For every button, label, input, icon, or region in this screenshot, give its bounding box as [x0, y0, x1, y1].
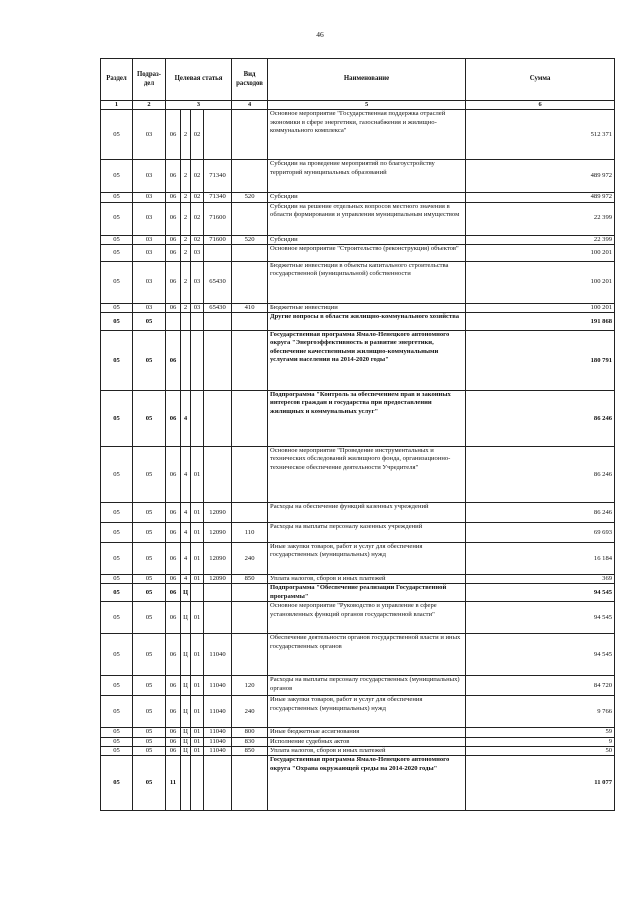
table-row	[101, 391, 615, 447]
table-row	[101, 676, 615, 696]
expense-type-cell: 110	[232, 523, 268, 543]
col-header-podrazdel: Подраз-дел	[133, 59, 166, 101]
target-direction-cell	[204, 584, 232, 602]
razdel-cell: 05	[101, 331, 133, 391]
expense-type-cell: 240	[232, 696, 268, 728]
target-event-cell: 02	[191, 235, 204, 244]
name-cell: Иные бюджетные ассигнования	[268, 728, 466, 737]
target-event-cell: 01	[191, 543, 204, 575]
razdel-cell: 05	[101, 737, 133, 746]
podrazdel-cell: 03	[133, 160, 166, 193]
target-event-cell: 02	[191, 193, 204, 202]
budget-table	[100, 58, 615, 811]
target-event-cell	[191, 313, 204, 331]
name-cell: Исполнение судебных актов	[268, 737, 466, 746]
podrazdel-cell: 05	[133, 747, 166, 756]
table-row	[101, 584, 615, 602]
target-subprogram-cell: Ц	[181, 634, 191, 676]
target-event-cell: 02	[191, 110, 204, 160]
podrazdel-cell: 05	[133, 696, 166, 728]
target-event-cell: 01	[191, 696, 204, 728]
target-direction-cell	[204, 447, 232, 503]
podrazdel-cell: 05	[133, 634, 166, 676]
name-cell: Другие вопросы в области жилищно-коммунального хозяйства	[268, 313, 466, 331]
target-subprogram-cell: 4	[181, 503, 191, 523]
target-subprogram-cell: Ц	[181, 584, 191, 602]
podrazdel-cell: 03	[133, 303, 166, 312]
expense-type-cell: 240	[232, 543, 268, 575]
sum-cell: 94 545	[466, 602, 615, 634]
table-row	[101, 696, 615, 728]
target-program-cell: 06	[166, 160, 181, 193]
sum-cell: 84 720	[466, 676, 615, 696]
name-cell: Бюджетные инвестиции в объекты капитального строительства государственной (муниципальной) собственности	[268, 261, 466, 303]
podrazdel-cell: 05	[133, 447, 166, 503]
razdel-cell: 05	[101, 634, 133, 676]
target-direction-cell: 11040	[204, 634, 232, 676]
target-subprogram-cell: 2	[181, 202, 191, 235]
target-subprogram-cell: Ц	[181, 747, 191, 756]
expense-type-cell	[232, 584, 268, 602]
name-cell: Основное мероприятие "Государственная поддержка отраслей экономики в сфере энергетики, газоснабжения и жилищно-коммунального комплекса"	[268, 110, 466, 160]
target-direction-cell	[204, 331, 232, 391]
razdel-cell: 05	[101, 756, 133, 811]
target-event-cell	[191, 584, 204, 602]
sum-cell: 16 184	[466, 543, 615, 575]
col-number: 2	[133, 101, 166, 110]
target-program-cell: 06	[166, 575, 181, 584]
podrazdel-cell: 05	[133, 523, 166, 543]
target-event-cell: 01	[191, 728, 204, 737]
target-subprogram-cell: 4	[181, 543, 191, 575]
table-row	[101, 110, 615, 160]
target-event-cell: 01	[191, 737, 204, 746]
col-number: 1	[101, 101, 133, 110]
target-direction-cell	[204, 110, 232, 160]
target-program-cell: 06	[166, 523, 181, 543]
razdel-cell: 05	[101, 313, 133, 331]
target-event-cell: 01	[191, 676, 204, 696]
target-direction-cell: 71340	[204, 193, 232, 202]
name-cell: Расходы на выплаты персоналу государственных (муниципальных) органов	[268, 676, 466, 696]
razdel-cell: 05	[101, 235, 133, 244]
target-subprogram-cell: 2	[181, 193, 191, 202]
target-program-cell	[166, 313, 181, 331]
target-subprogram-cell: 4	[181, 391, 191, 447]
sum-cell: 86 246	[466, 391, 615, 447]
podrazdel-cell: 03	[133, 202, 166, 235]
podrazdel-cell: 05	[133, 543, 166, 575]
target-event-cell: 02	[191, 202, 204, 235]
razdel-cell: 05	[101, 696, 133, 728]
table-row	[101, 193, 615, 202]
table-row	[101, 313, 615, 331]
name-cell: Основное мероприятие "Проведение инструментальных и технических обследований жилищного фонда, организационно-техническое обеспечение деятельности Учредителя"	[268, 447, 466, 503]
target-program-cell: 06	[166, 503, 181, 523]
sum-cell: 512 371	[466, 110, 615, 160]
name-cell: Субсидии	[268, 193, 466, 202]
target-direction-cell: 11040	[204, 676, 232, 696]
target-program-cell: 06	[166, 261, 181, 303]
sum-cell: 100 201	[466, 303, 615, 312]
expense-type-cell	[232, 331, 268, 391]
expense-type-cell	[232, 244, 268, 261]
podrazdel-cell: 03	[133, 235, 166, 244]
expense-type-cell: 520	[232, 193, 268, 202]
expense-type-cell	[232, 202, 268, 235]
razdel-cell: 05	[101, 261, 133, 303]
razdel-cell: 05	[101, 543, 133, 575]
target-direction-cell	[204, 244, 232, 261]
target-subprogram-cell: Ц	[181, 737, 191, 746]
target-subprogram-cell: 2	[181, 244, 191, 261]
razdel-cell: 05	[101, 193, 133, 202]
target-direction-cell: 12090	[204, 523, 232, 543]
expense-type-cell: 520	[232, 235, 268, 244]
sum-cell: 94 545	[466, 584, 615, 602]
name-cell: Подпрограмма "Обеспечение реализации Государственной программы"	[268, 584, 466, 602]
expense-type-cell: 850	[232, 575, 268, 584]
razdel-cell: 05	[101, 391, 133, 447]
table-row	[101, 523, 615, 543]
expense-type-cell	[232, 756, 268, 811]
target-direction-cell: 71340	[204, 160, 232, 193]
target-event-cell: 01	[191, 747, 204, 756]
name-cell: Подпрограмма "Контроль за обеспечением прав и законных интересов граждан и государства при предоставлении жилищных и коммунальных услуг"	[268, 391, 466, 447]
name-cell: Расходы на выплаты персоналу казенных учреждений	[268, 523, 466, 543]
name-cell: Государственная программа Ямало-Ненецкого автономного округа "Охрана окружающей среды на 2014-2020 годы"	[268, 756, 466, 811]
razdel-cell: 05	[101, 244, 133, 261]
target-event-cell: 01	[191, 447, 204, 503]
sum-cell: 50	[466, 747, 615, 756]
table-row	[101, 543, 615, 575]
target-event-cell: 03	[191, 261, 204, 303]
target-program-cell: 06	[166, 634, 181, 676]
sum-cell: 100 201	[466, 244, 615, 261]
podrazdel-cell: 05	[133, 602, 166, 634]
target-direction-cell	[204, 391, 232, 447]
expense-type-cell: 800	[232, 728, 268, 737]
target-event-cell: 01	[191, 602, 204, 634]
name-cell: Бюджетные инвестиции	[268, 303, 466, 312]
target-subprogram-cell	[181, 331, 191, 391]
target-program-cell: 06	[166, 543, 181, 575]
podrazdel-cell: 03	[133, 110, 166, 160]
col-number: 4	[232, 101, 268, 110]
target-subprogram-cell: Ц	[181, 676, 191, 696]
target-event-cell: 03	[191, 303, 204, 312]
target-program-cell: 06	[166, 244, 181, 261]
sum-cell: 22 399	[466, 202, 615, 235]
target-subprogram-cell	[181, 313, 191, 331]
target-direction-cell: 12090	[204, 543, 232, 575]
target-program-cell: 06	[166, 331, 181, 391]
sum-cell: 69 693	[466, 523, 615, 543]
sum-cell: 94 545	[466, 634, 615, 676]
table-row	[101, 737, 615, 746]
target-direction-cell: 11040	[204, 696, 232, 728]
razdel-cell: 05	[101, 110, 133, 160]
target-program-cell: 06	[166, 110, 181, 160]
target-event-cell: 01	[191, 503, 204, 523]
target-event-cell	[191, 331, 204, 391]
table-row	[101, 261, 615, 303]
razdel-cell: 05	[101, 584, 133, 602]
target-subprogram-cell: Ц	[181, 696, 191, 728]
target-direction-cell	[204, 602, 232, 634]
podrazdel-cell: 05	[133, 313, 166, 331]
target-event-cell	[191, 756, 204, 811]
target-subprogram-cell: 4	[181, 523, 191, 543]
table-row	[101, 303, 615, 312]
col-number: 3	[166, 101, 232, 110]
name-cell: Государственная программа Ямало-Ненецкого автономного округа "Энергоэффективность и развитие энергетики, обеспечение качественными жилищно-коммунальными услугами населения на 2014-2020 годы"	[268, 331, 466, 391]
header-row	[101, 59, 615, 101]
target-program-cell: 06	[166, 676, 181, 696]
razdel-cell: 05	[101, 602, 133, 634]
target-direction-cell: 65430	[204, 303, 232, 312]
target-event-cell: 02	[191, 160, 204, 193]
target-event-cell	[191, 391, 204, 447]
name-cell: Уплата налогов, сборов и иных платежей	[268, 747, 466, 756]
target-subprogram-cell: 2	[181, 235, 191, 244]
target-program-cell: 06	[166, 235, 181, 244]
expense-type-cell	[232, 261, 268, 303]
table-row	[101, 602, 615, 634]
target-program-cell: 06	[166, 193, 181, 202]
podrazdel-cell: 05	[133, 575, 166, 584]
expense-type-cell	[232, 160, 268, 193]
target-subprogram-cell: 2	[181, 160, 191, 193]
target-direction-cell	[204, 313, 232, 331]
expense-type-cell	[232, 503, 268, 523]
target-event-cell: 01	[191, 575, 204, 584]
expense-type-cell	[232, 634, 268, 676]
target-direction-cell	[204, 756, 232, 811]
razdel-cell: 05	[101, 676, 133, 696]
col-header-sum: Сумма	[466, 59, 615, 101]
expense-type-cell: 120	[232, 676, 268, 696]
col-header-razdel: Раздел	[101, 59, 133, 101]
target-event-cell: 01	[191, 634, 204, 676]
name-cell: Расходы на обеспечение функций казенных учреждений	[268, 503, 466, 523]
target-subprogram-cell: 2	[181, 303, 191, 312]
razdel-cell: 05	[101, 728, 133, 737]
razdel-cell: 05	[101, 447, 133, 503]
col-header-target: Целевая статья	[166, 59, 232, 101]
table-row	[101, 634, 615, 676]
name-cell: Субсидии на проведение мероприятий по благоустройству территорий муниципальных образований	[268, 160, 466, 193]
target-program-cell: 06	[166, 737, 181, 746]
podrazdel-cell: 05	[133, 728, 166, 737]
sum-cell: 100 201	[466, 261, 615, 303]
target-subprogram-cell: 4	[181, 447, 191, 503]
target-program-cell: 06	[166, 728, 181, 737]
expense-type-cell: 410	[232, 303, 268, 312]
target-event-cell: 03	[191, 244, 204, 261]
podrazdel-cell: 03	[133, 244, 166, 261]
razdel-cell: 05	[101, 747, 133, 756]
target-program-cell: 06	[166, 303, 181, 312]
expense-type-cell	[232, 447, 268, 503]
table-row	[101, 160, 615, 193]
podrazdel-cell: 05	[133, 756, 166, 811]
name-cell: Основное мероприятие "Руководство и управление в сфере установленных функций органов государственной власти"	[268, 602, 466, 634]
razdel-cell: 05	[101, 503, 133, 523]
col-number: 5	[268, 101, 466, 110]
podrazdel-cell: 05	[133, 584, 166, 602]
col-number: 6	[466, 101, 615, 110]
sum-cell: 9 766	[466, 696, 615, 728]
podrazdel-cell: 05	[133, 391, 166, 447]
table-row	[101, 575, 615, 584]
podrazdel-cell: 05	[133, 331, 166, 391]
expense-type-cell: 850	[232, 747, 268, 756]
target-program-cell: 11	[166, 756, 181, 811]
target-direction-cell: 11040	[204, 737, 232, 746]
sum-cell: 489 972	[466, 193, 615, 202]
sum-cell: 191 868	[466, 313, 615, 331]
podrazdel-cell: 05	[133, 503, 166, 523]
target-direction-cell: 65430	[204, 261, 232, 303]
target-direction-cell: 71600	[204, 235, 232, 244]
target-program-cell: 06	[166, 584, 181, 602]
table-row	[101, 331, 615, 391]
target-program-cell: 06	[166, 202, 181, 235]
sum-cell: 180 791	[466, 331, 615, 391]
sum-cell: 369	[466, 575, 615, 584]
name-cell: Уплата налогов, сборов и иных платежей	[268, 575, 466, 584]
target-event-cell: 01	[191, 523, 204, 543]
target-direction-cell: 11040	[204, 747, 232, 756]
column-number-row	[101, 101, 615, 110]
table-row	[101, 503, 615, 523]
razdel-cell: 05	[101, 523, 133, 543]
podrazdel-cell: 03	[133, 193, 166, 202]
target-subprogram-cell: 4	[181, 575, 191, 584]
table-row	[101, 202, 615, 235]
sum-cell: 9	[466, 737, 615, 746]
podrazdel-cell: 03	[133, 261, 166, 303]
target-direction-cell: 11040	[204, 728, 232, 737]
target-program-cell: 06	[166, 447, 181, 503]
target-subprogram-cell: Ц	[181, 602, 191, 634]
col-header-vid: Вид расходов	[232, 59, 268, 101]
expense-type-cell	[232, 110, 268, 160]
table-row	[101, 756, 615, 811]
target-subprogram-cell	[181, 756, 191, 811]
podrazdel-cell: 05	[133, 676, 166, 696]
expense-type-cell	[232, 602, 268, 634]
table-row	[101, 728, 615, 737]
sum-cell: 22 399	[466, 235, 615, 244]
sum-cell: 86 246	[466, 503, 615, 523]
page-number: 46	[316, 30, 324, 39]
razdel-cell: 05	[101, 160, 133, 193]
name-cell: Обеспечение деятельности органов государственной власти и иных государственных органов	[268, 634, 466, 676]
sum-cell: 86 246	[466, 447, 615, 503]
sum-cell: 489 972	[466, 160, 615, 193]
name-cell: Иные закупки товаров, работ и услуг для обеспечения государственных (муниципальных) нужд	[268, 696, 466, 728]
sum-cell: 59	[466, 728, 615, 737]
sum-cell: 11 077	[466, 756, 615, 811]
target-program-cell: 06	[166, 391, 181, 447]
razdel-cell: 05	[101, 202, 133, 235]
expense-type-cell	[232, 391, 268, 447]
expense-type-cell: 830	[232, 737, 268, 746]
target-program-cell: 06	[166, 696, 181, 728]
target-direction-cell: 12090	[204, 503, 232, 523]
target-subprogram-cell: 2	[181, 110, 191, 160]
target-program-cell: 06	[166, 747, 181, 756]
razdel-cell: 05	[101, 575, 133, 584]
target-direction-cell: 12090	[204, 575, 232, 584]
target-subprogram-cell: 2	[181, 261, 191, 303]
name-cell: Иные закупки товаров, работ и услуг для обеспечения государственных (муниципальных) нужд	[268, 543, 466, 575]
table-row	[101, 447, 615, 503]
name-cell: Основное мероприятие "Строительство (реконструкция) объектов"	[268, 244, 466, 261]
table-row	[101, 244, 615, 261]
table-row	[101, 747, 615, 756]
target-program-cell: 06	[166, 602, 181, 634]
expense-type-cell	[232, 313, 268, 331]
razdel-cell: 05	[101, 303, 133, 312]
name-cell: Субсидии на решение отдельных вопросов местного значения в области формирования и управления муниципальным имуществом	[268, 202, 466, 235]
name-cell: Субсидии	[268, 235, 466, 244]
target-direction-cell: 71600	[204, 202, 232, 235]
col-header-name: Наименование	[268, 59, 466, 101]
table-row	[101, 235, 615, 244]
target-subprogram-cell: Ц	[181, 728, 191, 737]
podrazdel-cell: 05	[133, 737, 166, 746]
